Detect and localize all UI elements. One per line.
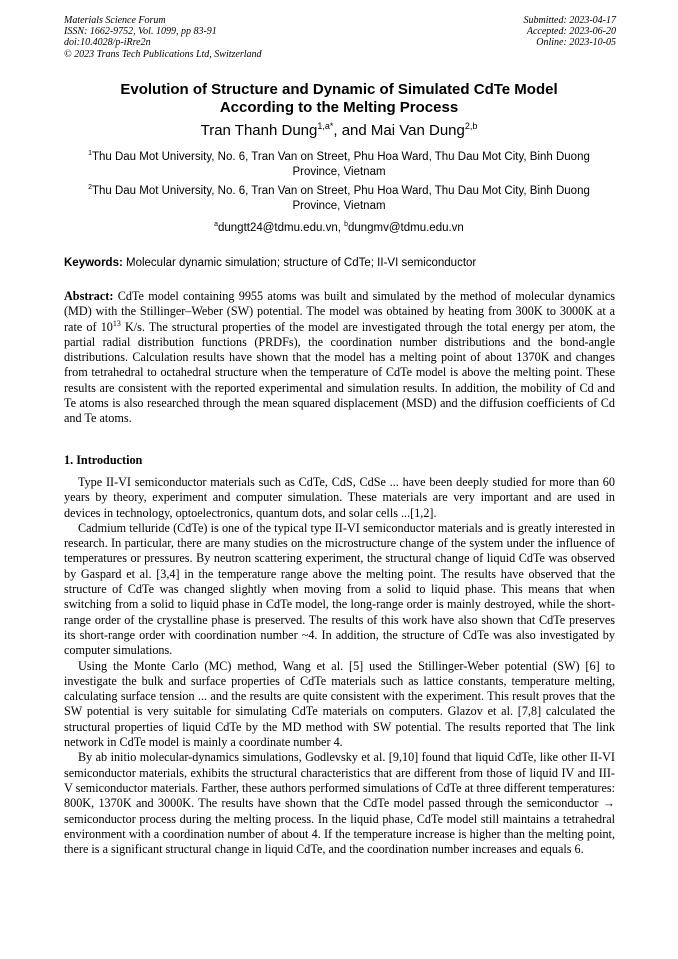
journal-issn: ISSN: 1662-9752, Vol. 1099, pp 83-91 bbox=[64, 26, 217, 38]
email-separator: , bbox=[337, 222, 345, 234]
journal-info bbox=[64, 15, 262, 60]
author-1-affil: 1,a* bbox=[317, 121, 334, 131]
publication-dates bbox=[524, 15, 617, 49]
journal-copyright: © 2023 Trans Tech Publications Ltd, Switzerland bbox=[64, 48, 262, 60]
affiliation-1-marker: 1 bbox=[88, 150, 92, 158]
email-b-marker: b bbox=[344, 221, 348, 229]
affiliation-2-text: Thu Dau Mot University, No. 6, Tran Van on Street, Phu Hoa Ward, Thu Dau Mot City, Binh Duong Province, Vietnam bbox=[91, 185, 590, 213]
paper-title-line2: According to the Melting Process bbox=[219, 98, 459, 116]
paper-title-line1: Evolution of Structure and Dynamic of Simulated CdTe Model bbox=[120, 81, 558, 98]
abstract-text-1: CdTe model containing 9955 atoms was built and simulated by the method of molecular dynamics (MD) with the Stillinger–Weber (SW) potential. The model was obtained by heating from 300K to 3000K at a rate of 10 bbox=[64, 289, 615, 334]
abstract-exponent: 13 bbox=[112, 318, 121, 328]
affiliation-1-text: Thu Dau Mot University, No. 6, Tran Van on Street, Phu Hoa Ward, Thu Dau Mot City, Binh Duong Province, Vietnam bbox=[91, 151, 590, 179]
email-b[interactable]: dungmv@tdmu.edu.vn bbox=[347, 222, 464, 234]
intro-paragraph-1: Type II-VI semiconductor materials such as CdTe, CdS, CdSe ... have been deeply studied for more than 60 years by theory, experiment and computer simulation. These materials are very important and are used in devices in technology, optoelectronics, quantum dots, and solar cells ...[1,2]. bbox=[64, 475, 615, 520]
journal-name: Materials Science Forum bbox=[64, 15, 166, 26]
author-separator: , and bbox=[333, 122, 371, 139]
date-submitted: Submitted: 2023-04-17 bbox=[523, 15, 616, 26]
abstract-text-2: K/s. The structural properties of the model are investigated through the total energy per atom, the partial radial distribution functions (PRDFs), the coordination number distributions and the bond-angle distributions. Calculation results have shown that the model has a melting point of about 1370K and changes from tetrahedral to octahedral structure when the temperature of CdTe model is above the melting point. These results are consistent with the reported experimental and simulation results. In addition, the mobility of Cd and Te atoms is also researched through the mean squared displacement (MSD) and the diffusion coefficients of Cd and Te atoms. bbox=[64, 319, 615, 426]
author-2: Mai Van Dung bbox=[370, 122, 465, 139]
abstract-label: Abstract: bbox=[64, 289, 114, 303]
intro-paragraph-4: By ab initio molecular-dynamics simulations, Godlevsky et al. [9,10] found that liquid CdTe, like other II-VI semiconductor materials, exhibits the structural characteristics that are different from those of liquid IV and III-V semiconductor materials. Farther, these authors performed simulations of CdTe at three different temperatures: 800K, 1370K and 3000K. The results have shown that the CdTe model passed through the semiconductor → semiconductor process during the melting process. In the liquid phase, CdTe model still maintains a tetrahedral environment with a coordination number of about 4. If the temperature increase is higher than the melting point, there is a significant structural change in liquid CdTe, and the coordination number increases and equals 6. bbox=[64, 750, 615, 857]
journal-doi: doi:10.4028/p-iRre2n bbox=[64, 37, 151, 49]
date-accepted: Accepted: 2023-06-20 bbox=[526, 26, 616, 38]
date-online: Online: 2023-10-05 bbox=[536, 37, 616, 49]
author-list bbox=[64, 122, 614, 140]
author-emails bbox=[64, 221, 614, 236]
email-a-marker: a bbox=[214, 221, 218, 229]
section-heading: 1. Introduction bbox=[64, 453, 143, 467]
introduction-body bbox=[64, 475, 615, 857]
paper-title bbox=[64, 81, 614, 116]
keywords bbox=[64, 256, 616, 271]
affiliation-2-marker: 2 bbox=[88, 184, 92, 192]
keywords-text: Molecular dynamic simulation; structure of CdTe; II-VI semiconductor bbox=[122, 257, 477, 269]
author-2-affil: 2,b bbox=[464, 121, 478, 131]
author-1: Tran Thanh Dung bbox=[200, 122, 318, 139]
affiliation-2 bbox=[64, 184, 614, 215]
keywords-label: Keywords: bbox=[64, 257, 123, 269]
abstract bbox=[64, 289, 615, 427]
intro-paragraph-3: Using the Monte Carlo (MC) method, Wang et al. [5] used the Stillinger-Weber potential (SW) [6] to investigate the bulk and surface properties of CdTe materials such as lattice constants, temperature melting, calculating surface tension ... and the results are quite consistent with the experiment. This result proves that the SW potential is very suitable for simulating CdTe materials on computers. Glazov et al. [7,8] calculated the structural properties of liquid CdTe by the MD method with SW potential. The results reported that The link network in CdTe model is mainly a coordinate number 4. bbox=[64, 658, 615, 750]
affiliation-1 bbox=[64, 150, 614, 181]
email-a[interactable]: dungtt24@tdmu.edu.vn bbox=[217, 222, 338, 234]
intro-paragraph-2: Cadmium telluride (CdTe) is one of the typical type II-VI semiconductor materials and is greatly interested in research. In particular, there are many studies on the microstructure change of the system under the influence of temperatures or pressures. By neutron scattering experiment, the structural change of liquid CdTe was observed by Gaspard et al. [3,4] in the temperature range above the melting point. The results have observed that the structure of CdTe was changed slightly when moving from a solid to liquid phase. This means that when switching from a solid to liquid phase in CdTe model, the long-range order is mainly destroyed, while the short-range order of the crystalline phase is preserved. The results of this work have also shown that CdTe preserves its short-range order with coordination number ~4. In addition, the structure of CdTe was also investigated by computer simulations. bbox=[64, 520, 615, 658]
